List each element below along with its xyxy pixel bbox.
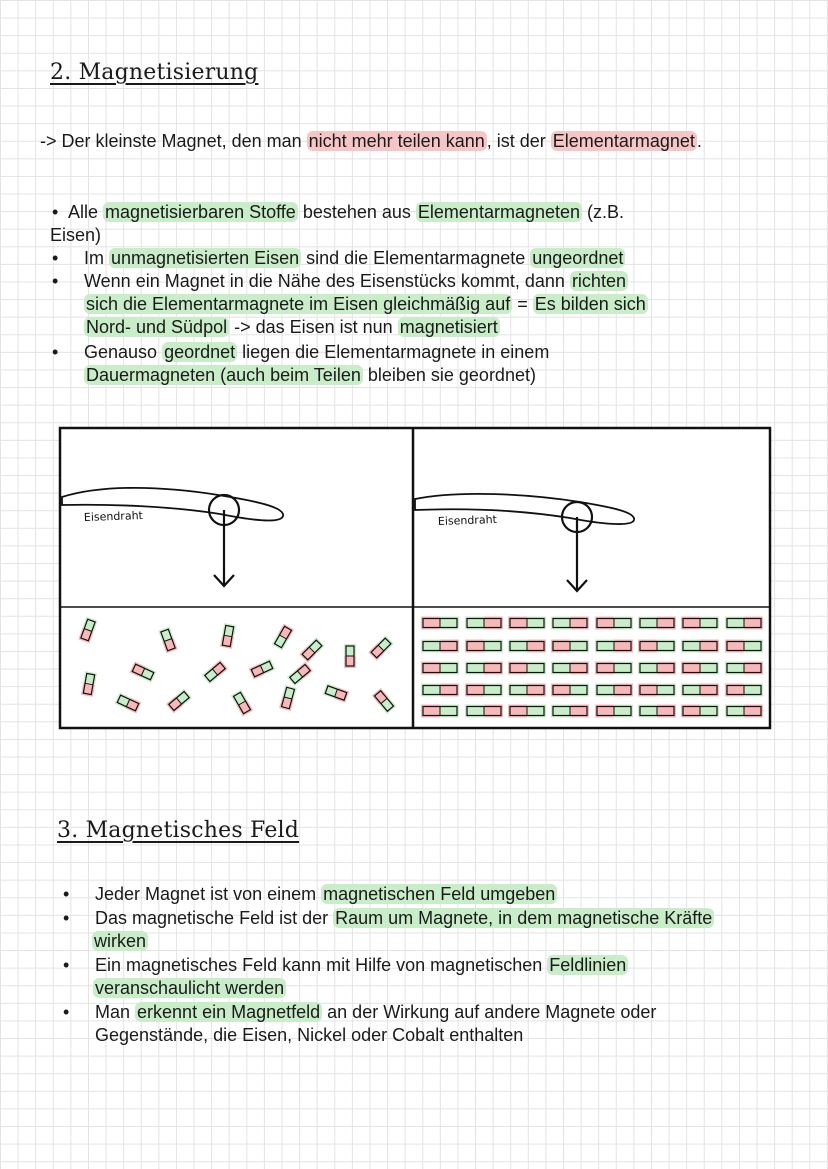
s3-b3-highlight-veranschaulicht: veranschaulicht werden bbox=[95, 978, 285, 998]
elementary-magnet bbox=[465, 705, 503, 718]
elementary-magnet bbox=[551, 640, 589, 653]
elementary-magnet bbox=[465, 640, 503, 653]
elementary-magnet bbox=[508, 684, 546, 697]
elementary-magnet bbox=[681, 617, 719, 630]
elementary-magnet bbox=[681, 705, 719, 718]
diagram-frame bbox=[60, 428, 770, 728]
elementary-magnet bbox=[421, 705, 459, 718]
elementary-magnet bbox=[508, 617, 546, 630]
b1-highlight-elementarmagneten: Elementarmagneten bbox=[417, 202, 581, 222]
intro-end: . bbox=[696, 131, 702, 151]
bullet-marker: • bbox=[52, 248, 59, 268]
bullet-marker: • bbox=[52, 342, 59, 362]
elementary-magnet bbox=[508, 640, 546, 653]
elementary-magnet bbox=[681, 640, 719, 653]
s3-b4-pre: Man bbox=[95, 1002, 136, 1022]
elementary-magnet bbox=[465, 617, 503, 630]
b3-line2-post: = bbox=[512, 294, 533, 314]
bullet-1-line-2: Eisen) bbox=[50, 225, 102, 245]
elementary-magnet bbox=[551, 662, 589, 675]
s3-bullet-2-line-2 bbox=[92, 930, 148, 953]
elementary-magnet bbox=[681, 662, 719, 675]
b3-highlight-nord-sued: Nord- und Südpol bbox=[86, 317, 228, 337]
b1-highlight-stoffe: magnetisierbaren Stoffe bbox=[105, 202, 296, 222]
s3-b1-highlight: magnetischen Feld umgeben bbox=[323, 884, 556, 904]
left-wire-label: Eisendraht bbox=[83, 508, 144, 524]
b4-highlight-dauermagneten: Dauermagneten (auch beim Teilen bbox=[86, 365, 361, 385]
s3-bullet-4-line-1 bbox=[95, 1001, 656, 1024]
s3-b2-highlight: Raum um Magnete, in dem magnetische Kräfte bbox=[335, 908, 713, 928]
elementary-magnet bbox=[638, 662, 676, 675]
elementary-magnet bbox=[595, 684, 633, 697]
elementary-magnet bbox=[595, 662, 633, 675]
elementary-magnet bbox=[421, 662, 459, 675]
elementary-magnet bbox=[638, 640, 676, 653]
s3-b3-pre: Ein magnetisches Feld kann mit Hilfe von magnetischen bbox=[95, 955, 548, 975]
b1-post: (z.B. bbox=[582, 202, 625, 222]
elementary-magnet bbox=[421, 617, 459, 630]
b2-mid: sind die Elementarmagnete bbox=[301, 248, 531, 268]
b1-mid: bestehen aus bbox=[297, 202, 416, 222]
elementary-magnet bbox=[595, 640, 633, 653]
s3-b4-post: an der Wirkung auf andere Magnete oder bbox=[322, 1002, 657, 1022]
elementary-magnet bbox=[595, 617, 633, 630]
bullet-marker: • bbox=[63, 1002, 70, 1022]
s3-b3-highlight-feldlinien: Feldlinien bbox=[549, 955, 627, 975]
bullet-marker: • bbox=[63, 908, 70, 928]
s3-b4-highlight: erkennt ein Magnetfeld bbox=[137, 1002, 321, 1022]
s3-bullet-3-line-1 bbox=[95, 954, 628, 977]
s3-bullet-3-line-2 bbox=[93, 977, 286, 1000]
elementary-magnet bbox=[344, 644, 356, 668]
elementary-magnet bbox=[725, 617, 763, 630]
b1-pre: Alle bbox=[68, 202, 104, 222]
elementary-magnet bbox=[638, 705, 676, 718]
elementary-magnet bbox=[421, 684, 459, 697]
s3-b1-pre: Jeder Magnet ist von einem bbox=[95, 884, 322, 904]
elementary-magnet bbox=[638, 684, 676, 697]
elementary-magnet bbox=[465, 662, 503, 675]
b3-line1-pre: Wenn ein Magnet in die Nähe des Eisenstücks kommt, dann bbox=[84, 271, 570, 291]
b4-post: liegen die Elementarmagnete in einem bbox=[237, 342, 550, 362]
elementary-magnet bbox=[551, 617, 589, 630]
elementary-magnet bbox=[725, 684, 763, 697]
b3-highlight-magnetisiert: magnetisiert bbox=[399, 317, 498, 337]
bullet-marker: • bbox=[52, 271, 59, 291]
elementary-magnet bbox=[725, 662, 763, 675]
b4-highlight-geordnet: geordnet bbox=[164, 342, 236, 362]
elementary-magnet bbox=[551, 705, 589, 718]
b3-highlight-gleichmaessig: sich die Elementarmagnete im Eisen gleichmäßig auf bbox=[86, 294, 511, 314]
elementary-magnet bbox=[508, 705, 546, 718]
b2-highlight-ungeordnet: ungeordnet bbox=[532, 248, 624, 268]
b4-pre: Genauso bbox=[84, 342, 163, 362]
intro-mid: , ist der bbox=[486, 131, 551, 151]
b3-highlight-es-bilden: Es bilden sich bbox=[534, 294, 646, 314]
intro-highlight-not-divisible: nicht mehr teilen kann bbox=[308, 131, 485, 151]
elementary-magnet bbox=[421, 640, 459, 653]
b3-highlight-richten: richten bbox=[571, 271, 626, 291]
s3-bullet-1 bbox=[95, 883, 557, 906]
bullet-marker: • bbox=[63, 955, 70, 975]
bullet-marker: • bbox=[52, 202, 59, 222]
bullet-marker: • bbox=[63, 884, 70, 904]
s3-bullet-4-line-2: Gegenstände, die Eisen, Nickel oder Cobalt enthalten bbox=[95, 1025, 524, 1045]
s3-b2-pre: Das magnetische Feld ist der bbox=[95, 908, 334, 928]
section-heading-magnetisierung: 2. Magnetisierung bbox=[50, 60, 259, 85]
elementary-magnet bbox=[638, 617, 676, 630]
b2-highlight-unmagnetisiert: unmagnetisierten Eisen bbox=[111, 248, 300, 268]
elementary-magnet bbox=[595, 705, 633, 718]
b3-line3-post: -> das Eisen ist nun bbox=[229, 317, 398, 337]
intro-prefix: -> Der kleinste Magnet, den man bbox=[40, 131, 307, 151]
section-heading-magnetisches-feld: 3. Magnetisches Feld bbox=[57, 818, 300, 843]
b2-pre: Im bbox=[84, 248, 109, 268]
elementary-magnet bbox=[551, 684, 589, 697]
s3-bullet-2-line-1 bbox=[95, 907, 714, 930]
right-wire-label: Eisendraht bbox=[437, 512, 498, 528]
elementary-magnet bbox=[725, 640, 763, 653]
elementary-magnet bbox=[508, 662, 546, 675]
intro-highlight-elementarmagnet: Elementarmagnet bbox=[552, 131, 695, 151]
s3-b2-highlight-wirken: wirken bbox=[94, 931, 147, 951]
elementary-magnet bbox=[681, 684, 719, 697]
elementary-magnet bbox=[465, 684, 503, 697]
elementary-magnet bbox=[725, 705, 763, 718]
b4-line2-post: bleiben sie geordnet) bbox=[362, 365, 536, 385]
